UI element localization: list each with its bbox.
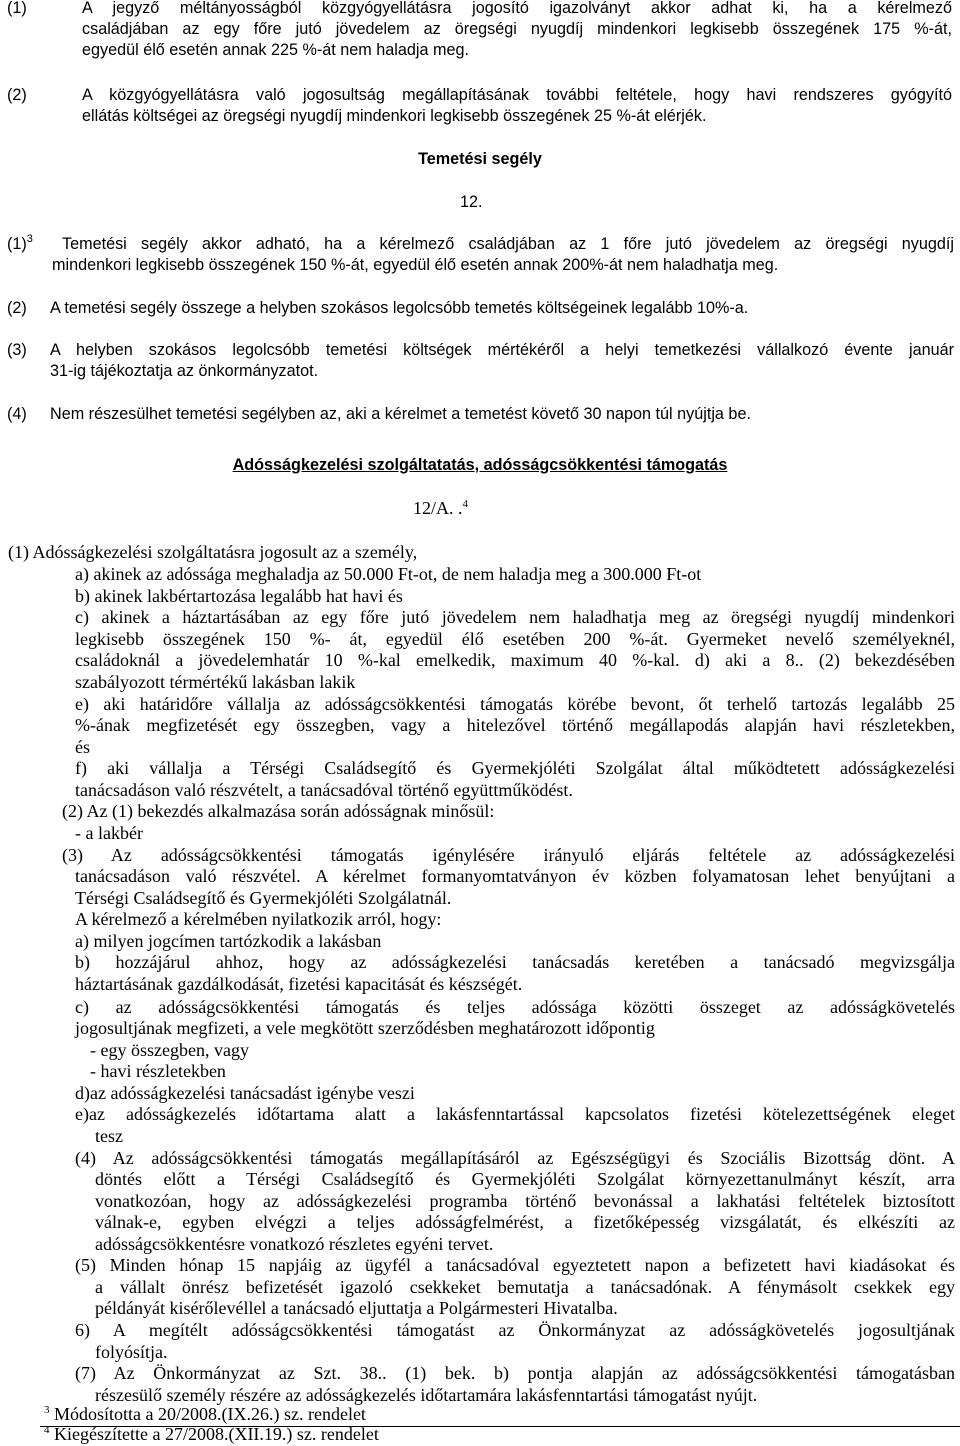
para-line: A helyben szokásos legolcsóbb temetési költségek mértékéről a helyi temetkezési vállalkozó évente január xyxy=(50,341,954,359)
para-line: (2) Az (1) bekezdés alkalmazása során adósságnak minősül: xyxy=(62,801,495,821)
para-line: (7) Az Önkormányzat az Szt. 38.. (1) bek. b) pontja alapján az adósságcsökkentési támogatásban xyxy=(75,1363,955,1383)
para-line: A jegyző méltányosságból közgyógyellátásra jogosító igazolványt akkor adhat ki, ha a kérelmező xyxy=(82,0,952,17)
para-line: Nem részesülhet temetési segélyben az, aki a kérelmet a temetést követő 30 napon túl nyújtja be. xyxy=(50,405,751,423)
section-number: 12. xyxy=(460,193,483,211)
list-item: %-ának megfizetését egy összegben, vagy a hitelezővel történő megállapodás alapján havi részletekben, xyxy=(75,715,955,735)
para-line: egyedül élő esetén annak 225 %-át nem haladja meg. xyxy=(82,41,469,59)
footnote: $^3$ Módosította a 20/2008.(IX.26.) sz. rendelet xyxy=(44,1404,366,1424)
footnote: $^4$ Kiegészítette a 27/2008.(XII.19.) sz. rendelet xyxy=(44,1424,379,1444)
list-item: szabályozott térmértékű lakásban lakik xyxy=(75,672,356,692)
list-item: legkisebb összegének 150 %- át, egyedül élő esetében 200 %-át. Gyermeket nevelő személyeknél, xyxy=(75,629,955,649)
list-item: e)az adósságkezelés időtartama alatt a lakásfenntartással kapcsolatos fizetési kötelezettségének eleget xyxy=(75,1104,955,1124)
list-item: - havi részletekben xyxy=(90,1061,226,1081)
list-item: családoknál a jövedelemhatár 10 %-kal emelkedik, maximum 40 %-kal. d) aki a 8.. (2) bekezdésében xyxy=(75,650,955,670)
footnote-mark: 3 xyxy=(44,1404,50,1416)
para-line: mindenkori legkisebb összegének 150 %-át, egyedül élő esetén annak 200%-át nem haladhatja meg. xyxy=(52,256,779,274)
para-line: A temetési segély összege a helyben szokásos legolcsóbb temetés költségeinek legalább 10%-a. xyxy=(50,299,749,317)
list-item: f) aki vállalja a Térségi Családsegítő és Gyermekjóléti Szolgálat által működtetett adósságkezelési xyxy=(75,758,955,778)
para-line: Temetési segély akkor adható, ha a kérelmező családjában az 1 főre jutó jövedelem az öregségi nyugdíj xyxy=(62,235,954,253)
para-line: családjában az egy főre jutó jövedelem az öregségi nyugdíj mindenkori legkisebb összegének 175 %-át, xyxy=(82,20,952,38)
list-item: b) akinek lakbértartozása legalább hat havi és xyxy=(75,586,403,606)
para-line: (5) Minden hónap 15 napjáig az ügyfél a tanácsadóval egyeztetett napon a befizetett havi kiadásokat és xyxy=(75,1255,955,1275)
para-line: vonatkozóan, hogy az adósságkezelési programba történő bevonással a lakhatási feltételek biztosított xyxy=(95,1191,955,1211)
section-number: 12/A. .$^4$ xyxy=(413,498,468,518)
para-line: (4) Az adósságcsökkentési támogatás megállapításáról az Egészségügyi és Szociális Bizottság dönt. A xyxy=(75,1148,955,1168)
list-item: és xyxy=(75,737,90,757)
list-item: - egy összegben, vagy xyxy=(90,1040,249,1060)
section-heading: Adósságkezelési szolgáltatatás, adósságcsökkentési támogatás xyxy=(232,456,728,474)
para-line: (3) Az adósságcsökkentési támogatás igénylésére irányuló eljárás feltétele az adósságkezelési xyxy=(62,845,955,865)
para-number: $(1)^3$ xyxy=(7,233,33,253)
para-line: válnak-e, egyben elvégzi a teljes adósságfelmérést, a fizetőképesség vizsgálatát, és elkészíti az xyxy=(95,1212,955,1232)
list-item: a) akinek az adóssága meghaladja az 50.000 Ft-ot, de nem haladja meg a 300.000 Ft-ot xyxy=(75,564,702,584)
list-item: - a lakbér xyxy=(75,823,143,843)
para-line: folyósítja. xyxy=(95,1342,168,1362)
list-item: d)az adósságkezelési tanácsadást igénybe veszi xyxy=(75,1083,415,1103)
para-line: a vállalt önrész befizetését igazoló csekkeket bemutatja a tanácsadónak. A fénymásolt csekkek egy xyxy=(95,1277,955,1297)
footnote-ref: 4 xyxy=(462,498,468,510)
list-item: jogosultjának megfizeti, a vele megkötött szerződésben meghatározott időpontig xyxy=(75,1018,655,1038)
para-line: tanácsadáson való részvétel. A kérelmet formanyomtatványon év közben folyamatosan lehet benyújtani a xyxy=(75,866,955,886)
para-line: 6) A megítélt adósságcsökkentési támogatást az Önkormányzat az adósságkövetelés jogosultjának xyxy=(75,1320,955,1340)
para-line: (1) Adósságkezelési szolgáltatásra jogosult az a személy, xyxy=(8,542,418,562)
para-number: (2) xyxy=(7,299,27,317)
list-item: tesz xyxy=(95,1126,123,1146)
list-item: háztartásának gazdálkodását, fizetési kapacitását és készségét. xyxy=(75,974,523,994)
para-line: ellátás költségei az öregségi nyugdíj mindenkori legkisebb összegének 25 %-át elérjék. xyxy=(82,107,707,125)
list-item: e) aki határidőre vállalja az adósságcsökkentési támogatás körébe bevont, őt terhelő tartozás legalább 25 xyxy=(75,694,955,714)
list-item: c) akinek a háztartásában az egy főre jutó jövedelem nem haladhatja meg az öregségi nyugdíj mindenkori xyxy=(75,607,955,627)
para-number: (1) xyxy=(7,0,27,17)
section-heading: Temetési segély xyxy=(418,150,542,168)
para-number: (4) xyxy=(7,405,27,423)
para-line: példányát kisérőlevéllel a tanácsadó eljuttatja a Polgármesteri Hivatalba. xyxy=(95,1298,618,1318)
para-line: A közgyógyellátásra való jogosultság megállapításának további feltétele, hogy havi rendszeres gyógyító xyxy=(82,86,952,104)
para-number: (2) xyxy=(7,86,27,104)
footnote-ref: 3 xyxy=(26,233,33,245)
para-line: részesülő személy részére az adósságkezelés időtartamára lakásfenntartási támogatást nyújt. xyxy=(95,1385,758,1405)
list-item: a) milyen jogcímen tartózkodik a lakásban xyxy=(75,931,382,951)
para-line: adósságcsökkentésre vonatkozó részletes egyéni tervet. xyxy=(95,1234,494,1254)
list-item: c) az adósságcsökkentési támogatás és teljes adóssága közötti összeget az adósságkövetelés xyxy=(75,997,955,1017)
list-item: tanácsadáson való részvételt, a tanácsadóval történő együttműködést. xyxy=(75,780,573,800)
para-number: (3) xyxy=(7,341,27,359)
list-item: b) hozzájárul ahhoz, hogy az adósságkezelési tanácsadás keretében a tanácsadó megvizsgálja xyxy=(75,952,955,972)
footnote-mark: 4 xyxy=(44,1424,50,1436)
para-line: Térségi Családsegítő és Gyermekjóléti Szolgálatnál. xyxy=(75,888,452,908)
para-line: A kérelmező a kérelmében nyilatkozik arról, hogy: xyxy=(75,909,442,929)
para-line: döntés előtt a Térségi Családsegítő és Gyermekjóléti Szolgálat környezettanulmányt készít, arra xyxy=(95,1169,955,1189)
para-line: 31-ig tájékoztatja az önkormányzatot. xyxy=(50,362,319,380)
